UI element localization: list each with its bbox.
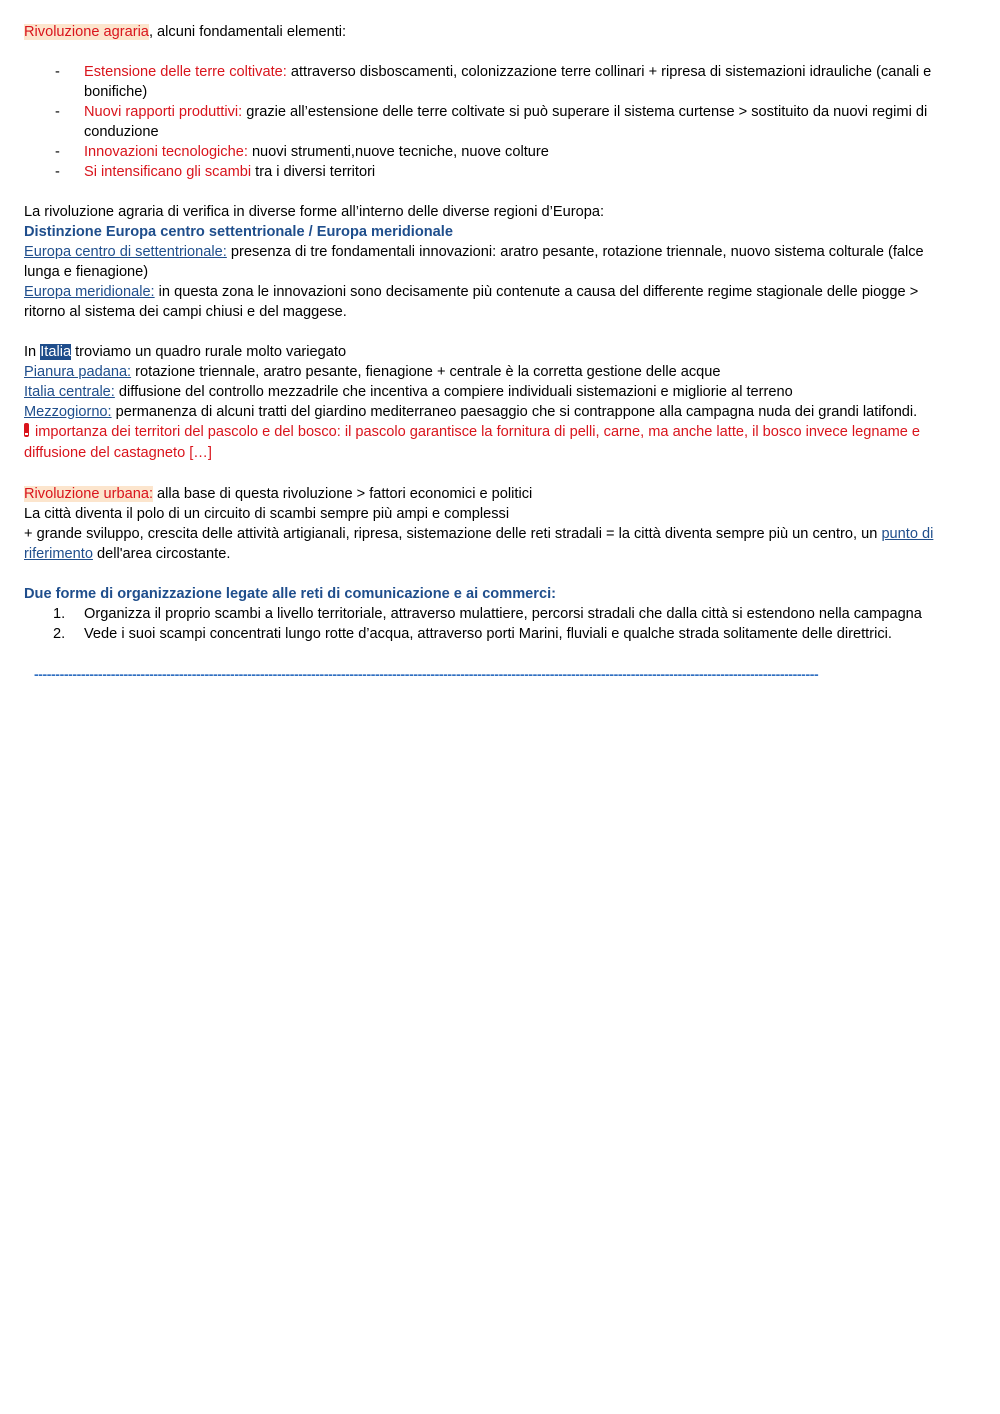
bullet-label: Si intensificano gli scambi: [84, 164, 252, 180]
agrarian-title-highlight: Rivoluzione agraria: [24, 24, 149, 40]
dashed-divider: ----------------------------------------------------------------------------------------------------------------------------------------------------------------------------------------: [34, 666, 819, 682]
central-italy-link[interactable]: Italia centrale:: [24, 384, 115, 400]
list-number: 2.: [53, 626, 66, 642]
spacer: [24, 564, 944, 584]
spacer: [24, 42, 944, 62]
europe-south-link[interactable]: Europa meridionale:: [24, 284, 155, 300]
list-item: [24, 604, 944, 624]
urban-title-rest: alla base di questa rivoluzione > fattori economici e politici: [153, 486, 533, 502]
bullet-dash: -: [55, 104, 60, 120]
list-item: [24, 142, 944, 162]
bullet-text: tra i diversi territori: [251, 164, 376, 180]
italy-intro-pre: In: [24, 344, 41, 360]
list-item: [24, 62, 944, 102]
europe-south-paragraph: [24, 282, 944, 322]
list-item: [24, 624, 944, 644]
urban-line-2: La città diventa il polo di un circuito di scambi sempre più ampi e complessi: [24, 506, 510, 522]
south-italy-text: permanenza di alcuni tratti del giardino mediterraneo paesaggio che si contrappone alla campagna nuda dei grandi latifondi.: [111, 404, 918, 420]
central-italy-paragraph: [24, 382, 944, 402]
po-valley-link[interactable]: Pianura padana:: [24, 364, 132, 380]
pasture-note-text: importanza dei territori del pascolo e del bosco: il pascolo garantisce la fornitura di pelli, carne, ma anche latte, il bosco invece legname e diffusione del castagneto […]: [24, 424, 921, 461]
organization-numbered-list: [24, 604, 944, 644]
italy-intro-post: troviamo un quadro rurale molto variegato: [71, 344, 347, 360]
agrarian-title-rest: , alcuni fondamentali elementi:: [148, 24, 347, 40]
urban-title-highlight: Rivoluzione urbana:: [24, 486, 153, 502]
list-item: [24, 102, 944, 142]
central-italy-text: diffusione del controllo mezzadrile che incentiva a compiere individuali sistemazioni e migliorie al terreno: [114, 384, 793, 400]
urban-line-4-rest: dell'area circostante.: [92, 546, 231, 562]
bullet-dash: -: [55, 164, 60, 180]
urban-title-line: [24, 484, 944, 504]
list-item: [24, 162, 944, 182]
urban-line-3: [24, 524, 944, 564]
bullet-text: nuovi strumenti,nuove tecniche, nuove colture: [247, 144, 549, 160]
agrarian-bullet-list: [24, 62, 944, 182]
pasture-note: [24, 422, 944, 464]
exclamation-icon: [24, 423, 29, 437]
spacer: [24, 464, 944, 484]
bullet-label: Nuovi rapporti produttivi:: [84, 104, 243, 120]
document-page: [24, 22, 944, 684]
agrarian-title-line: [24, 22, 944, 42]
south-italy-paragraph: [24, 402, 944, 422]
po-valley-text: rotazione triennale, aratro pesante, fienagione + centrale è la corretta gestione delle acque: [131, 364, 721, 380]
bullet-label: Estensione delle terre coltivate:: [84, 64, 287, 80]
bullet-dash: -: [55, 144, 60, 160]
bullet-label: Innovazioni tecnologiche:: [84, 144, 248, 160]
europe-heading: Distinzione Europa centro settentrionale / Europa meridionale: [24, 224, 453, 240]
italy-intro: [24, 342, 944, 362]
urban-line-3-text: + grande sviluppo, crescita delle attività artigianali, ripresa, sistemazione delle reti stradali = la città diventa sempre più un centro, un: [24, 526, 878, 542]
europe-north-paragraph: [24, 242, 944, 282]
list-number: 1.: [53, 606, 66, 622]
list-item-text: Organizza il proprio scambi a livello territoriale, attraverso mulattiere, percorsi stradali che dalla città si estendono nella campagna: [84, 606, 922, 622]
bullet-text: attraverso disboscamenti, colonizzazione terre collinari + ripresa di sistemazioni idrauliche (canali e bonifiche): [84, 64, 932, 100]
organization-heading: Due forme di organizzazione legate alle reti di comunicazione e ai commerci:: [24, 586, 557, 602]
list-item-text: Vede i suoi scampi concentrati lungo rotte d’acqua, attraverso porti Marini, fluviali e qualche strada solitamente delle direttrici.: [84, 626, 892, 642]
bullet-text: grazie all’estensione delle terre coltivate si può superare il sistema curtense > sostituito da nuovi regimi di conduzione: [84, 104, 928, 140]
south-italy-link[interactable]: Mezzogiorno:: [24, 404, 112, 420]
italy-selected-word[interactable]: Italia: [40, 344, 72, 360]
europe-north-text: presenza di tre fondamentali innovazioni: aratro pesante, rotazione triennale, nuovo sistema colturale (falce lunga e fienagione): [24, 244, 924, 280]
reference-point-link[interactable]: punto di riferimento: [24, 526, 934, 562]
europe-south-text: in questa zona le innovazioni sono decisamente più contenute a causa del differente regime stagionale delle piogge > ritorno al sistema dei campi chiusi e del maggese.: [24, 284, 919, 320]
spacer: [24, 322, 944, 342]
europe-intro: La rivoluzione agraria di verifica in diverse forme all’interno delle diverse regioni d’Europa:: [24, 204, 604, 220]
po-valley-paragraph: [24, 362, 944, 382]
europe-north-link[interactable]: Europa centro di settentrionale:: [24, 244, 227, 260]
bullet-dash: -: [55, 64, 60, 80]
spacer: [24, 182, 944, 202]
